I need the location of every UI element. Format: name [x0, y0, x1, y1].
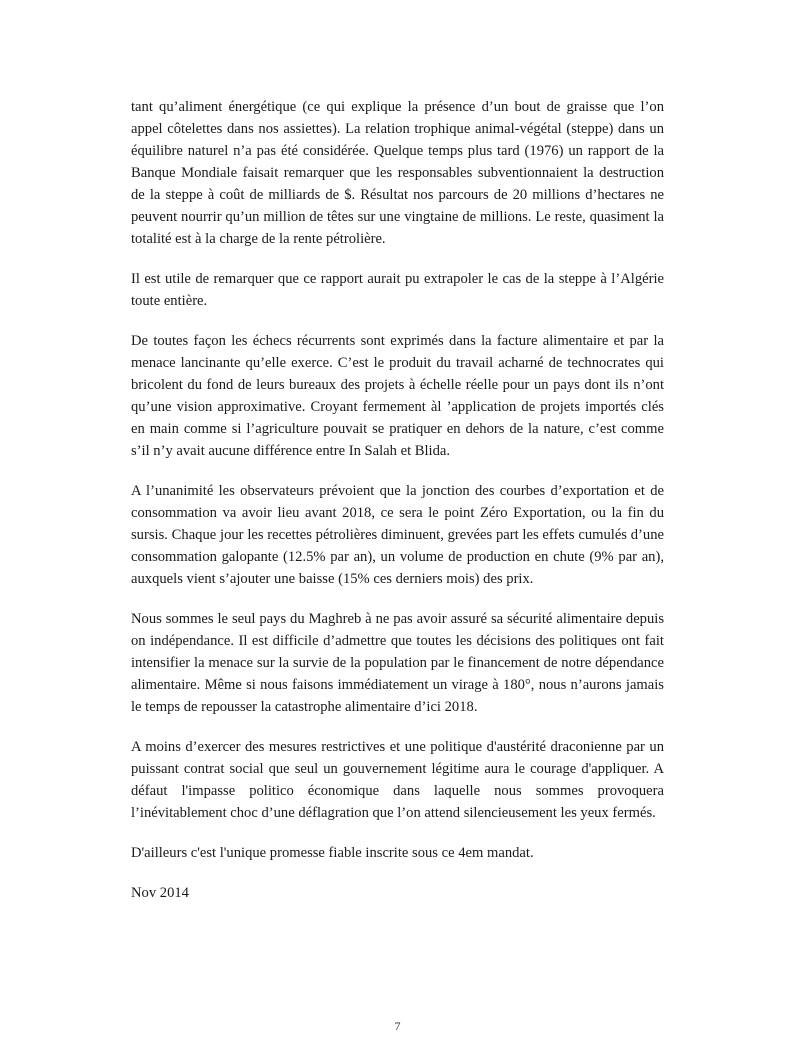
paragraph-maghreb: Nous sommes le seul pays du Maghreb à ne pas avoir assuré sa sécurité alimentaire depuis on indépendance. Il est difficile d’admettre que toutes les décisions des politiques ont fait intensifier la menace sur la survie de la population par le financement de notre dépendance alimentaire. Même si nous faisons immédiatement un virage à 180°, nous n’aurons jamais le temps de repousser la catastrophe alimentaire d’ici 2018.: [131, 611, 664, 715]
date-signature: Nov 2014: [131, 885, 189, 901]
paragraph-promesse: D'ailleurs c'est l'unique promesse fiable inscrite sous ce 4em mandat.: [131, 845, 534, 861]
paragraph-rapport: Il est utile de remarquer que ce rapport aurait pu extrapoler le cas de la steppe à l’Algérie toute entière.: [131, 271, 664, 309]
paragraph-echecs: De toutes façon les échecs récurrents sont exprimés dans la facture alimentaire et par la menace lancinante qu’elle exerce. C’est le produit du travail acharné de technocrates qui bricolent du fond de leurs bureaux des projets à échelle réelle pour un pays dont ils n’ont qu’une vision approximative. Croyant fermement àl ’application de projets importés clés en main comme si l’agriculture pouvait se pratiquer en dehors de la nature, c’est comme s’il n’y avait aucune différence entre In Salah et Blida.: [131, 333, 664, 459]
paragraph-exportation: A l’unanimité les observateurs prévoient que la jonction des courbes d’exportation et de consommation va avoir lieu avant 2018, ce sera le point Zéro Exportation, ou la fin du sursis. Chaque jour les recettes pétrolières diminuent, grevées part les effets cumulés d’une consommation galopante (12.5% par an), un volume de production en chute (9% par an), auxquels vient s’ajouter une baisse (15% ces derniers mois) des prix.: [131, 483, 664, 587]
paragraph-steppe: tant qu’aliment énergétique (ce qui explique la présence d’un bout de graisse que l’on appel côtelettes dans nos assiettes). La relation trophique animal-végétal (steppe) dans un équilibre naturel n’a pas été considérée. Quelque temps plus tard (1976) un rapport de la Banque Mondiale faisait remarquer que les responsables subventionnaient la destruction de la steppe à coût de milliards de $. Résultat nos parcours de 20 millions d’hectares ne peuvent nourrir qu’un million de têtes sur une vingtaine de millions. Le reste, quasiment la totalité est à la charge de la rente pétrolière.: [131, 99, 664, 247]
page-number: 7: [394, 1019, 401, 1033]
document-body: [131, 96, 664, 922]
paragraph-austerite: A moins d’exercer des mesures restrictives et une politique d'austérité draconienne par un puissant contrat social que seul un gouvernement légitime aura le courage d'appliquer. A défaut l'impasse politico économique dans laquelle nous sommes provoquera l’inévitablement choc d’une déflagration que l’on attend silencieusement les yeux fermés.: [131, 739, 664, 821]
